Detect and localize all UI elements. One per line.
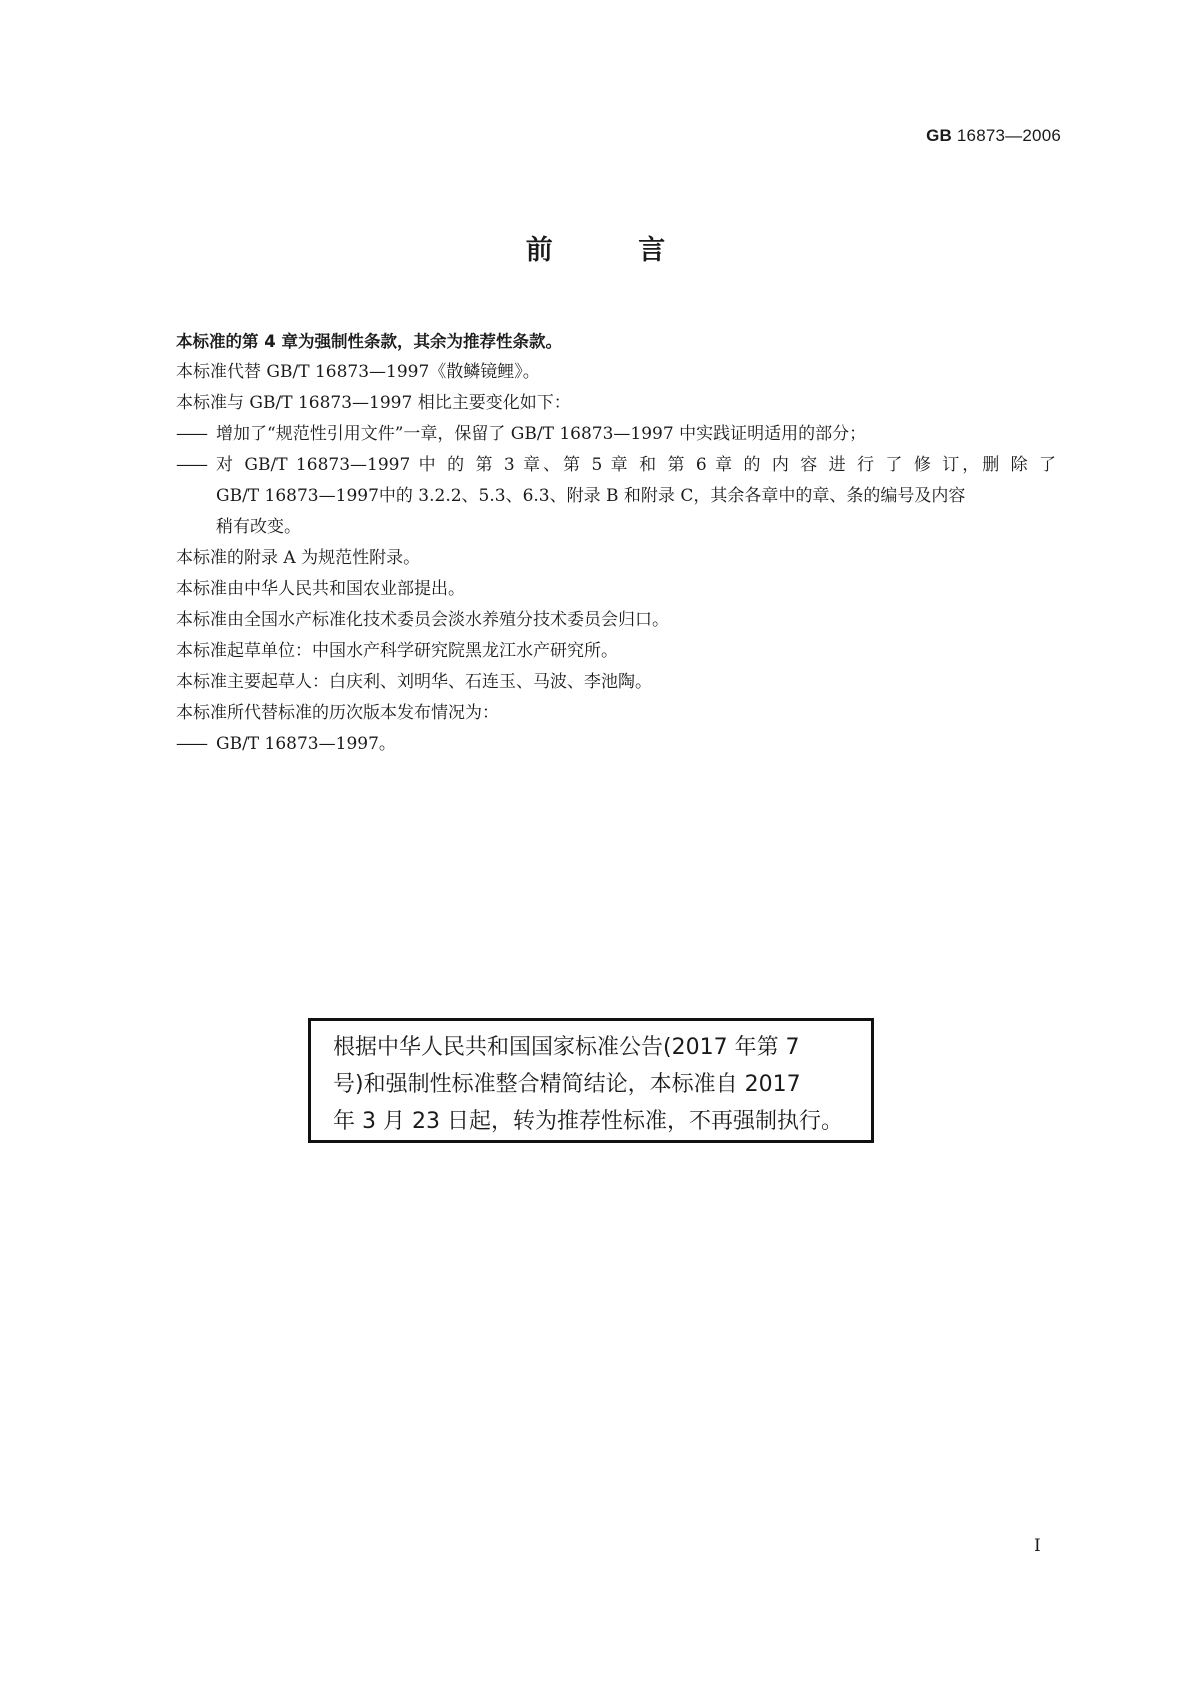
dash-marker: —— — [176, 455, 206, 475]
standard-number: 16873—2006 — [956, 126, 1061, 145]
paragraph-replaces: 本标准代替 GB/T 16873—1997《散鳞镜鲤》。 — [176, 362, 540, 382]
list-item-text: 增加了“规范性引用文件”一章，保留了 GB/T 16873—1997 中实践证明适用的部分； — [216, 424, 867, 444]
foreword-body — [176, 326, 1056, 760]
paragraph-proposed-by: 本标准由中华人民共和国农业部提出。 — [176, 579, 465, 599]
notice-box — [308, 1018, 874, 1143]
page-number: I — [1034, 1536, 1041, 1556]
list-item-text-line-3: 稍有改变。 — [216, 517, 301, 537]
list-item-change-1 — [176, 419, 1056, 450]
notice-line-1: 根据中华人民共和国国家标准公告(2017 年第 7 — [333, 1035, 800, 1060]
list-item-text: GB/T 16873—1997。 — [216, 734, 396, 754]
notice-line-2: 号)和强制性标准整合精简结论，本标准自 2017 — [333, 1072, 801, 1097]
paragraph-version-history: 本标准所代替标准的历次版本发布情况为： — [176, 703, 499, 723]
paragraph-annex: 本标准的附录 A 为规范性附录。 — [176, 548, 421, 568]
standard-prefix: GB — [926, 126, 952, 145]
paragraph-drafting-unit: 本标准起草单位：中国水产科学研究院黑龙江水产研究所。 — [176, 641, 618, 661]
list-item-text-line-2: GB/T 16873—1997中的 3.2.2、5.3、6.3、附录 B 和附录 C，其余各章中的章、条的编号及内容 — [216, 486, 966, 506]
paragraph-mandatory-clause: 本标准的第 4 章为强制性条款，其余为推荐性条款。 — [176, 332, 562, 351]
paragraph-centralized-by: 本标准由全国水产标准化技术委员会淡水养殖分技术委员会归口。 — [176, 610, 669, 630]
notice-line-3: 年 3 月 23 日起，转为推荐性标准，不再强制执行。 — [333, 1109, 843, 1134]
paragraph-changes-intro: 本标准与 GB/T 16873—1997 相比主要变化如下： — [176, 393, 571, 413]
list-item-change-2 — [176, 450, 1056, 543]
list-item-text-line-1: 对 GB/T 16873—1997 中 的 第 3 章、第 5 章 和 第 6 章 的 内 容 进 行 了 修 订，删 除 了 — [216, 455, 1056, 475]
dash-marker: —— — [176, 734, 206, 754]
paragraph-drafters: 本标准主要起草人：白庆利、刘明华、石连玉、马波、李池陶。 — [176, 672, 652, 692]
standard-number-header — [926, 126, 1061, 146]
page-title: 前 言 — [525, 235, 704, 266]
list-item-previous-version — [176, 729, 1056, 760]
dash-marker: —— — [176, 424, 206, 444]
